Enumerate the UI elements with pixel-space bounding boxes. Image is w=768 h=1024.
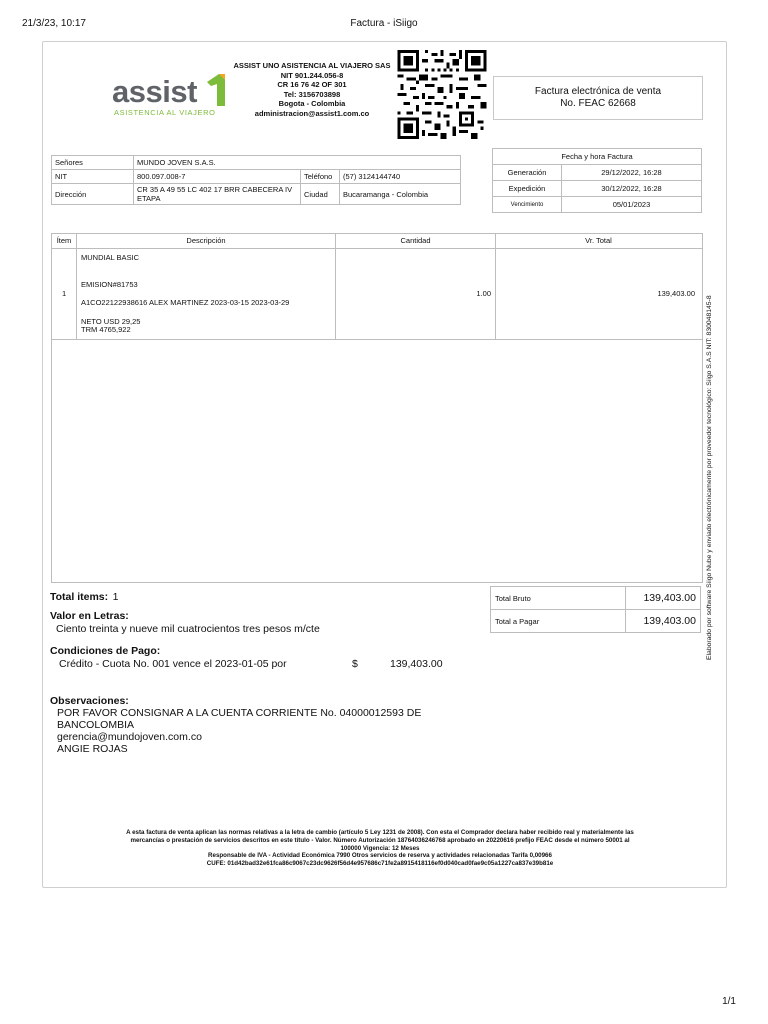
item-number: 1 <box>62 289 67 298</box>
desc-line: TRM 4765,922 <box>81 325 131 334</box>
client-ciudad: Bucaramanga - Colombia <box>340 184 461 205</box>
software-credit: Elaborado por software Siigo Nube y enviado electrónicamente por proveedor tecnológico: Siigo S.A.S NIT: 830048145-8 <box>706 295 713 660</box>
expedicion-label: Expedición <box>493 181 562 197</box>
client-telefono: (57) 3124144740 <box>340 170 461 184</box>
vencimiento-value: 05/01/2023 <box>562 197 702 213</box>
senores-label: Señores <box>52 156 134 170</box>
logo-wordmark: assist <box>112 74 197 109</box>
legal-line: Responsable de IVA - Actividad Económica 7990 Otros servicios de reserva y actividades relacionadas Tarifa 0,00966 <box>208 852 552 860</box>
observaciones-label: Observaciones: <box>50 695 129 707</box>
company-city: Bogota - Colombia <box>278 99 346 109</box>
direccion-label: Dirección <box>52 184 134 205</box>
dates-header: Fecha y hora Factura <box>493 149 702 165</box>
qr-code <box>395 50 489 139</box>
company-address: CR 16 76 42 OF 301 <box>277 80 347 90</box>
legal-line: A esta factura de venta aplican las normas relativas a la letra de cambio (artículo 5 Ley 1231 de 2008). Con esta el Comprador declara haber recibido real y materialmente las <box>126 829 634 836</box>
desc-line: NETO USD 29,25 <box>81 317 141 326</box>
client-direccion: CR 35 A 49 55 LC 402 17 BRR CABECERA IV ETAPA <box>134 184 301 205</box>
company-logo <box>110 70 240 120</box>
condiciones-label: Condiciones de Pago: <box>50 645 161 657</box>
total-items-label: Total items: <box>50 591 109 603</box>
condicion-valor: 139,403.00 <box>390 658 443 670</box>
print-datetime: 21/3/23, 10:17 <box>22 18 86 29</box>
header-item: Ítem <box>52 234 77 248</box>
valor-letras-label: Valor en Letras: <box>50 610 129 622</box>
legal-line: mercancías o prestación de servicios descritos en este título - Valor. Número Autorización 18764036246768 aprobado en 20220616 prefijo FEAC desde el número 50001 al <box>130 836 630 844</box>
expedicion-value: 30/12/2022, 16:28 <box>562 181 702 197</box>
company-tel: Tel: 3156703898 <box>283 89 341 99</box>
total-pagar-value: 139,403.00 <box>626 610 701 633</box>
total-bruto-value: 139,403.00 <box>626 587 701 610</box>
total-bruto-label: Total Bruto <box>491 587 626 610</box>
company-nit: NIT 901.244.056-8 <box>280 70 344 80</box>
header-descripcion: Descripción <box>77 234 336 248</box>
condicion-text: Crédito - Cuota No. 001 vence el 2023-01-05 por <box>59 658 287 670</box>
item-total: 139,403.00 <box>657 289 695 298</box>
client-nit: 800.097.008-7 <box>134 170 301 184</box>
logo-one-mark <box>203 72 228 106</box>
company-name: ASSIST UNO ASISTENCIA AL VIAJERO SAS <box>233 61 391 70</box>
logo-tagline: ASISTENCIA AL VIAJERO <box>114 108 216 117</box>
totals-table <box>490 586 701 633</box>
total-cell <box>496 249 701 339</box>
observacion-line: POR FAVOR CONSIGNAR A LA CUENTA CORRIENTE No. 04000012593 DE <box>57 707 422 719</box>
item-cell <box>52 249 77 339</box>
description-cell <box>77 249 336 339</box>
nit-label: NIT <box>52 170 134 184</box>
observacion-line: BANCOLOMBIA <box>57 719 135 731</box>
observacion-line: gerencia@mundojoven.com.co <box>57 731 202 743</box>
ciudad-label: Ciudad <box>301 184 340 205</box>
print-title: Factura - iSiigo <box>350 18 418 29</box>
observacion-line: ANGIE ROJAS <box>57 743 128 755</box>
desc-line: EMISION#81753 <box>81 280 138 289</box>
legal-line: 100000 Vigencia: 12 Meses <box>340 844 420 852</box>
desc-line: A1CO22122938616 ALEX MARTINEZ 2023-03-15 2023-03-29 <box>81 298 290 307</box>
client-table <box>51 155 461 205</box>
total-items-value: 1 <box>112 591 119 603</box>
invoice-title-box <box>493 76 703 120</box>
generacion-value: 29/12/2022, 16:28 <box>562 165 702 181</box>
generacion-label: Generación <box>493 165 562 181</box>
item-cantidad: 1.00 <box>476 289 491 298</box>
telefono-label: Teléfono <box>301 170 340 184</box>
company-info <box>232 61 392 119</box>
header-cantidad: Cantidad <box>336 234 496 248</box>
total-items <box>50 587 118 605</box>
invoice-type: Factura electrónica de venta <box>534 86 662 97</box>
header-total: Vr. Total <box>585 236 612 245</box>
dates-table <box>492 148 702 213</box>
desc-line: MUNDIAL BASIC <box>81 253 140 262</box>
client-name: MUNDO JOVEN S.A.S. <box>134 156 461 170</box>
table-row <box>52 249 702 340</box>
items-table <box>51 233 703 583</box>
observaciones-text <box>57 707 421 755</box>
cantidad-cell <box>336 249 496 339</box>
items-header-row <box>52 234 702 249</box>
condicion-currency: $ <box>352 658 358 670</box>
valor-letras-value: Ciento treinta y nueve mil cuatrocientos tres pesos m/cte <box>56 623 320 635</box>
invoice-number: No. FEAC 62668 <box>560 98 636 109</box>
page-number: 1/1 <box>722 996 736 1007</box>
vencimiento-label: Vencimiento <box>493 197 562 213</box>
legal-footer <box>80 829 680 868</box>
cufe-line: CUFE: 01d42bad32e61fca86c9067c23dc9626f56d4e957686c71fe2a8915418116ef0d040cad0fae9c05a1227ca837e39b81e <box>206 860 554 868</box>
total-pagar-label: Total a Pagar <box>491 610 626 633</box>
company-email: administracion@assist1.com.co <box>254 108 370 118</box>
